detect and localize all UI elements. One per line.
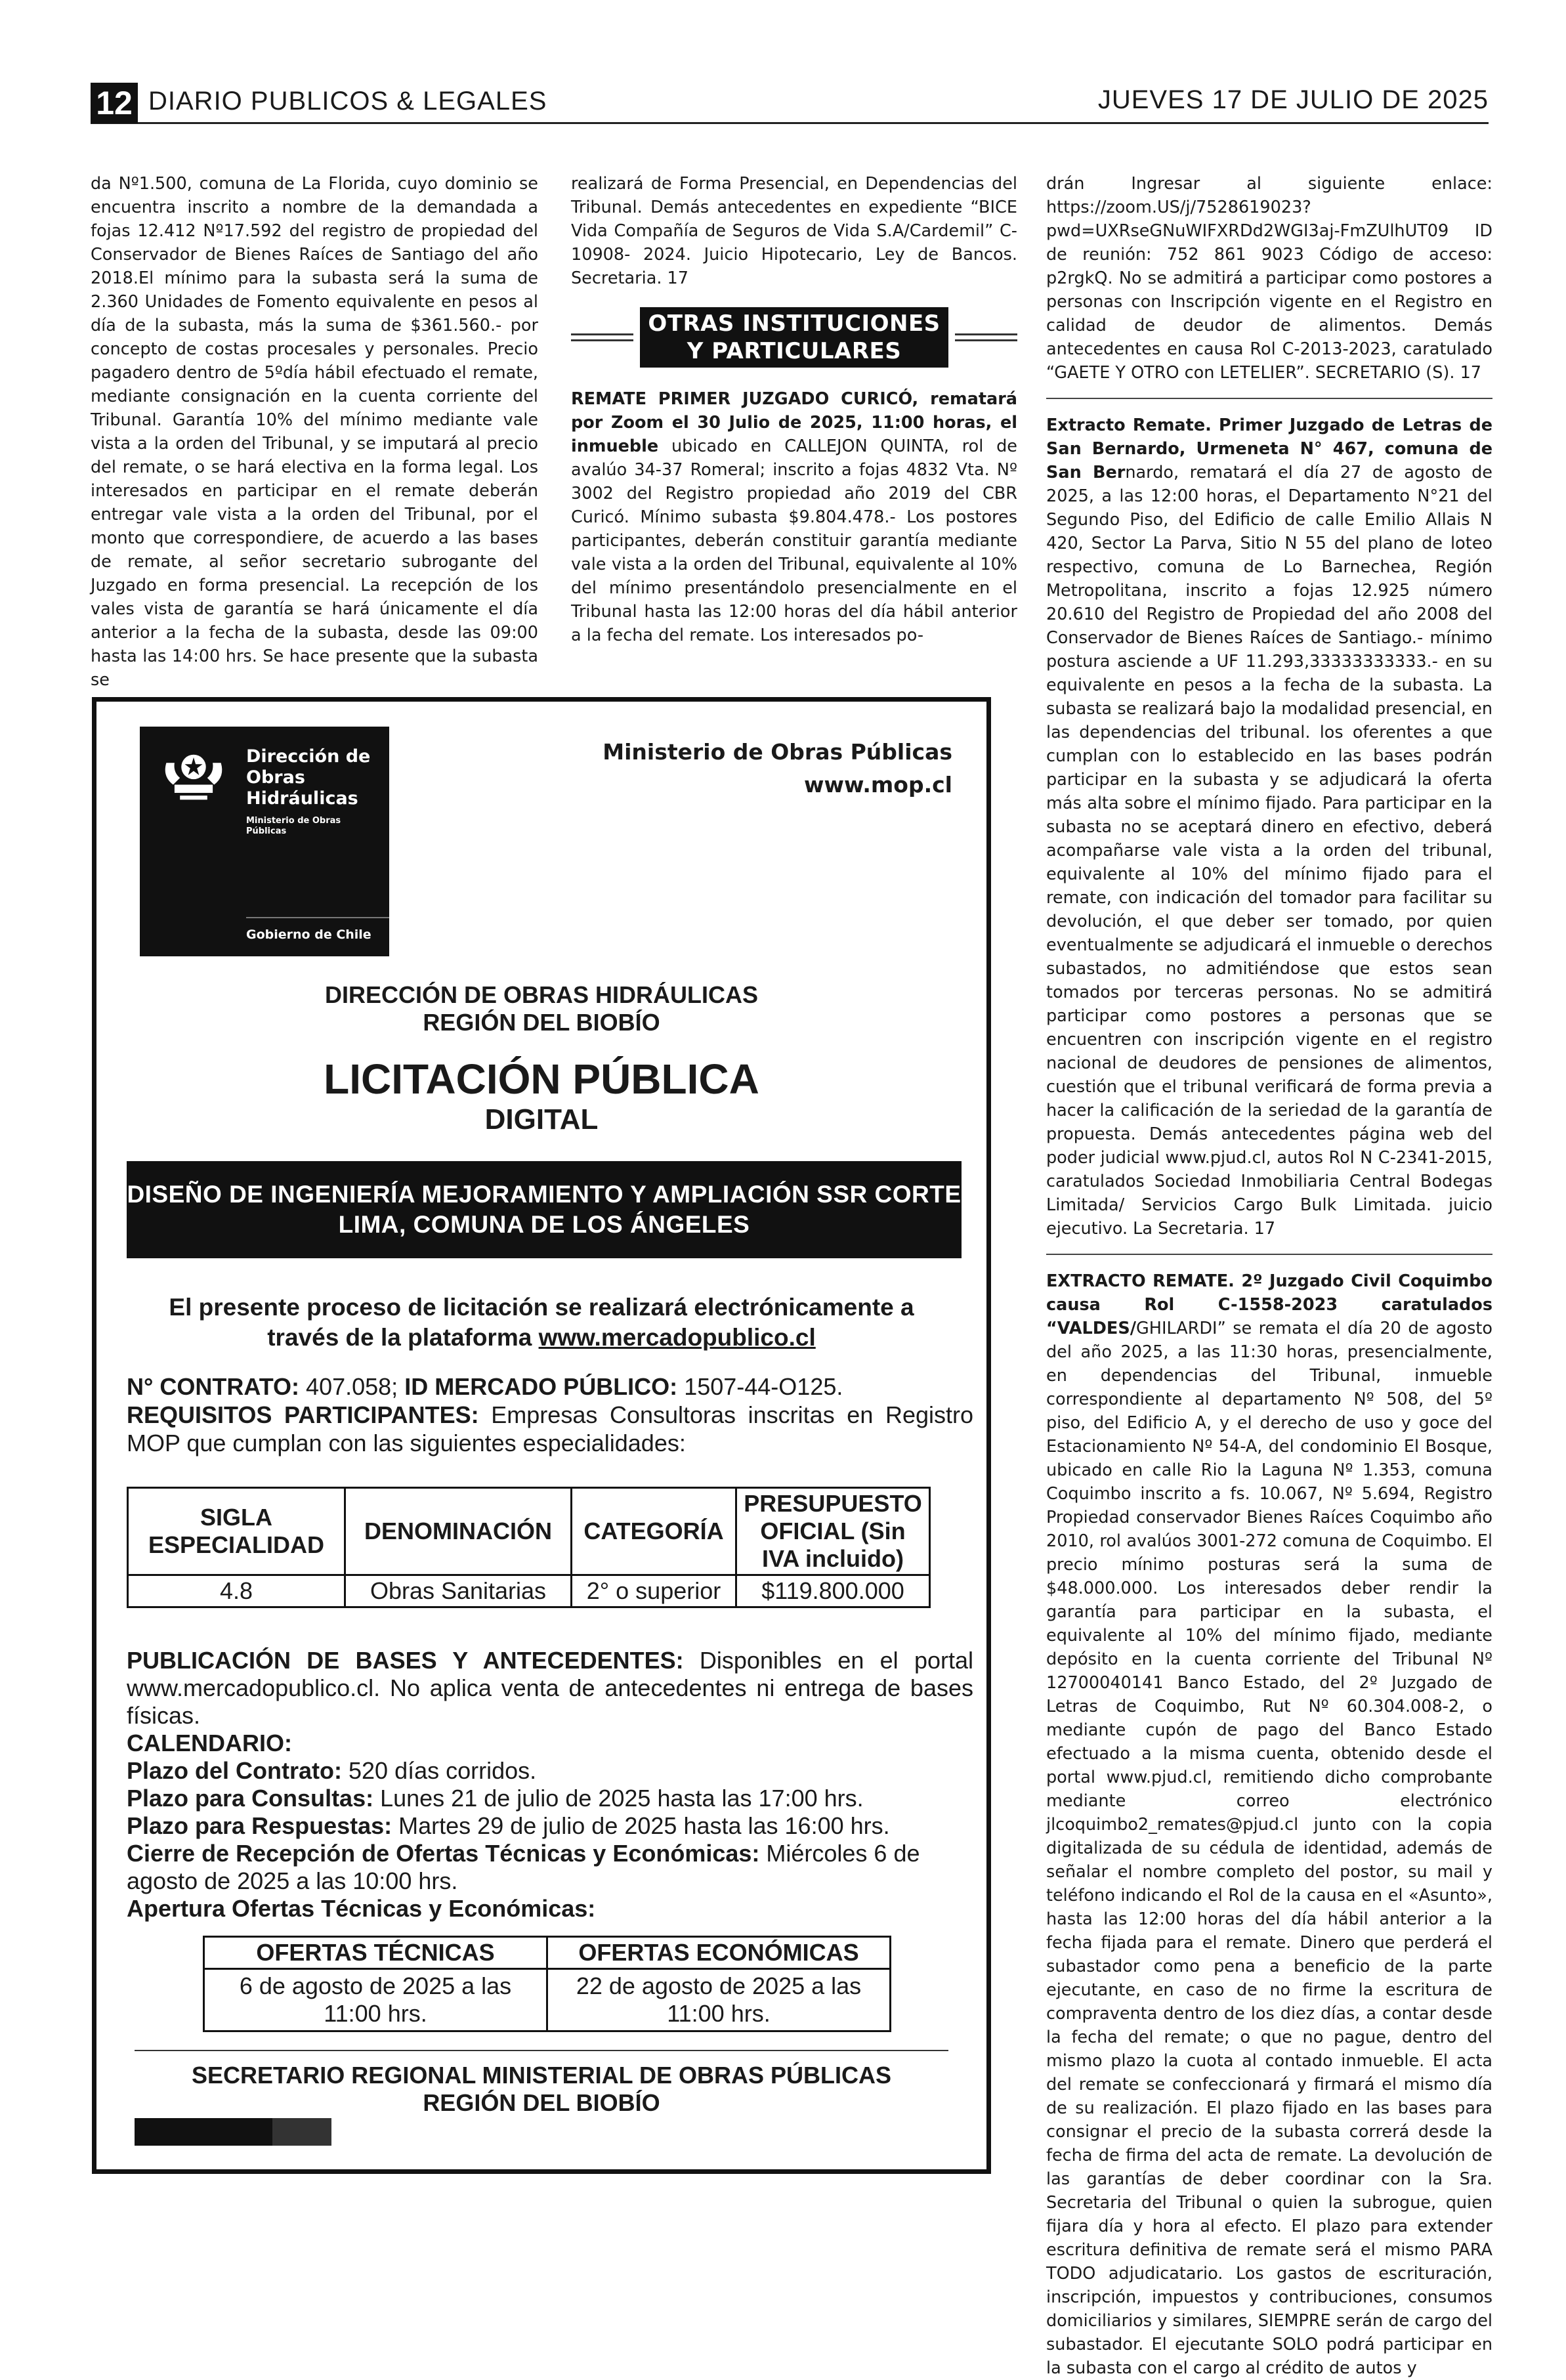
logo-title-line: Dirección de: [246, 746, 371, 767]
contract-info: [127, 1372, 973, 1457]
table-cell: $119.800.000: [736, 1575, 930, 1607]
publication-name: DIARIO PUBLICOS & LEGALES: [148, 87, 547, 116]
table-cell: 6 de agosto de 2025 a las 11:00 hrs.: [204, 1969, 547, 2031]
issue-date: JUEVES 17 DE JULIO DE 2025: [1097, 85, 1489, 114]
article-text: drán Ingresar al siguiente enlace: https://zoom.US/j/7528619023?pwd=UXRseGNuWIFXRDd2WGI3aj-FmZUlhUT09 ID de reunión: 752 861 9023 Código de acceso: p2rgkQ. No se admitirá a participar como postores a personas con Inscripción vigente en el Registro en calidad de deudor de alimentos. Demás antecedentes en causa Rol C-2013-2023, caratulado “GAETE Y OTRO con LETELIER”. SECRETARIO (S). 17: [1046, 174, 1492, 383]
mercadopublico-link[interactable]: www.mercadopublico.cl: [538, 1324, 816, 1351]
contract-term-value: 520 días corridos.: [342, 1757, 537, 1784]
table-header-cell: SIGLA ESPECIALIDAD: [128, 1488, 345, 1575]
notice-heading: REMATE PRIMER JUZGADO CURICÓ, rematará por Zoom el 30 Julio de 2025, 11:00 horas, el inmueble: [571, 389, 1017, 456]
notice-remate-curico: [571, 387, 1017, 647]
electronic-notice-line: través de la plataforma: [267, 1324, 539, 1351]
section-title: [640, 307, 948, 368]
table-header-cell: OFERTAS TÉCNICAS: [204, 1937, 547, 1969]
chile-coat-of-arms-icon: [159, 742, 228, 811]
calendar-label: CALENDARIO:: [127, 1730, 292, 1756]
table-header-row: [204, 1937, 891, 1969]
table-header-cell: DENOMINACIÓN: [345, 1488, 572, 1575]
project-name-line: DISEÑO DE INGENIERÍA MEJORAMIENTO Y AMPLIACIÓN SSR CORTE: [127, 1181, 962, 1208]
ministry-name: Ministerio de Obras Públicas: [603, 739, 952, 765]
table-cell: 22 de agosto de 2025 a las 11:00 hrs.: [547, 1969, 891, 2031]
project-name-line: LIMA, COMUNA DE LOS ÁNGELES: [338, 1211, 750, 1238]
id-label: ID MERCADO PÚBLICO:: [404, 1373, 678, 1400]
contract-label: N° CONTRATO:: [127, 1373, 300, 1400]
contract-value: 407.058;: [299, 1373, 405, 1400]
article-text: da Nº1.500, comuna de La Florida, cuyo dominio se encuentra inscrito a nombre de la demandada a fojas 12.412 Nº17.592 del registro de propiedad del Conservador de Bienes Raíces de Santiago del año 2018.El mínimo para la subasta será la suma de 2.360 Unidades de Fomento equivalente en pesos al día de la subasta, más la suma de $361.560.- por concepto de costas procesales y personales. Precio pagadero dentro de 5ºdía hábil efectuado el remate, mediante consignación en la cuenta corriente del Tribunal. Garantía 10% del mínimo mediante vale vista a la orden del Tribunal, y se imputará al precio del remate, o se hará electiva en la forma legal. Los interesados en participar en el remate deberán entregar vale vista a la orden del Tribunal, por el monto que correspondiere, de acuerdo a las bases de remate, al señor secretario subrogante del Juzgado en forma presencial. La recepción de los vales vista de garantía se hará únicamente el día anterior a la fecha de la subasta, desde las 09:00 hasta las 14:00 hrs. Se hace presente que la subasta se: [91, 174, 538, 690]
region-name: REGIÓN DEL BIOBÍO: [423, 1009, 660, 1036]
section-header: [571, 307, 1017, 368]
project-name-bar: [127, 1161, 962, 1258]
answers-deadline-value: Martes 29 de julio de 2025 hasta las 16:00 hrs.: [392, 1812, 890, 1839]
closing-label: Cierre de Recepción de Ofertas Técnicas y Económicas:: [127, 1840, 760, 1867]
direction-name: DIRECCIÓN DE OBRAS HIDRÁULICAS: [324, 981, 759, 1008]
logo-subtitle-line: Públicas: [246, 826, 287, 836]
logo-divider: [246, 917, 389, 918]
logo-subtitle: [246, 816, 341, 837]
column-3: [1046, 172, 1492, 2380]
page-header: [91, 83, 1489, 124]
closing-value: Miércoles 6 de agosto de 2025 a las 10:00 hrs.: [127, 1840, 920, 1894]
requirements-value: Empresas Consultoras inscritas en Registro MOP que cumplan con las siguientes especialidades:: [127, 1401, 974, 1456]
section-title-line-2: Y PARTICULARES: [687, 338, 902, 364]
table-header-cell: OFERTAS ECONÓMICAS: [547, 1937, 891, 1969]
logo-government: Gobierno de Chile: [246, 927, 371, 942]
publication-label: PUBLICACIÓN DE BASES Y ANTECEDENTES:: [127, 1647, 684, 1674]
electronic-notice: [96, 1292, 986, 1353]
table-cell: 4.8: [128, 1575, 345, 1607]
notice-body: nardo, rematará el día 27 de agosto de 2025, a las 12:00 horas, el Departamento N°21 del Segundo Piso, del Edificio de calle Emilio Allais N 420, Sector La Parva, Sitio N 55 del plano de loteo respectivo, comuna de Lo Barnechea, Región Metropolitana, inscrito a fojas 12.925 número 20.610 del Registro de Propiedad del año 2008 del Conservador de Bienes Raíces de Santiago.- mínimo postura asciende a UF 11.293,33333333333.- en su equivalente en pesos a la fecha de la subasta. La subasta se realizará bajo la modalidad presencial, en las dependencias del tribunal. los oferentes a que cumplan con lo establecido en las bases podrán participar en la subasta y se adjudicará la oferta más alta sobre el mínimo fijado. Para participar en la subasta no se aceptará dinero en efectivo, deberá acompañarse vale vista a la orden del tribunal, equivalente al 10% del mínimo fijado para el remate, con indicación del tomador para facilitar su devolución, el que deber ser tomado, por quien eventualmente se adjudicará el inmueble o derechos subastados, no admitiéndose que estos sean tomados por terceras personas. No se admitirá participar como postores a personas que se encuentren con inscripción vigente en el registro nacional de deudores de pensiones de alimentos, cuestión que el tribunal verificará de forma previa a hacer la calificación de la seriedad de la garantía de propuesta. Demás antecedentes página web del poder judicial www.pjud.cl, autos Rol N C-2341-2015, caratulados Sociedad Inmobiliaria Central Bodegas Limitada/ Servicios Cargo Bulk Limitada. juicio ejecutivo. La Secretaria. 17: [1046, 463, 1492, 1239]
section-divider: [955, 333, 1017, 341]
table-cell: 2° o superior: [572, 1575, 736, 1607]
dga-logo: [140, 727, 389, 956]
table-header-cell: PRESUPUESTO OFICIAL (Sin IVA incluido): [736, 1488, 930, 1575]
table-header-row: [128, 1488, 930, 1575]
notice-body: GHILARDI” se remata el día 20 de agosto del año 2025, a las 11:30 horas, presencialmente, en dependencias del Tribunal, inmueble correspondiente al departamento Nº 508, del 5º piso, del Edificio A, y el derecho de uso y goce del Estacionamiento Nº 54-A, del condominio El Bosque, ubicado en calle Rio la Laguna Nº 1.353, comuna Coquimbo inscrito a fs. 10.067, Nº 5.694, Registro Propiedad conservador Bienes Raíces Coquimbo año 2010, rol avalúos 3001-272 comuna de Coquimbo. El precio mínimo posturas será la suma de $48.000.000. Los interesados deber rendir la garantía para participar en la subasta, el equivalente al 10% del mínimo fijado, mediante depósito en la cuenta corriente del Tribunal Nº 12700040141 Banco Estado, del 2º Juzgado de Letras de Coquimbo, Rut Nº 60.304.008-2, o mediante cupón de pago del Banco Estado efectuado a la misma cuenta, obtenido desde el portal www.pjud.cl, remitiendo dicho comprobante mediante correo electrónico jlcoquimbo2_remates@pjud.cl junto con la copia digitalizada de su cédula de identidad, además de señalar el nombre completo del postor, su mail y teléfono indicando el Rol de la causa en el «Asunto», hasta las 12:00 horas del día hábil anterior a la fecha fijada para el remate. Dinero que perderá el subastador como pena a beneficio de la parte ejecutante, en caso de no firme la escritura de compraventa dentro de los diez días, a contar desde la fecha del remate; o que no pague, dentro del mismo plazo la cuota al contado inmueble. El acta del remate se confeccionará y firmará el mismo día de su realización. El plazo fijado en las bases para consignar el precio de la subasta correrá desde la fecha de firma del acta de remate. La devolución de las garantías de deber coordinar con la Sra. Secretaria del Tribunal o quien la subrogue, quien fijara día y hora al efecto. El plazo para extender escritura definitiva de remate será el mismo PARA TODO adjudicatario. Los gastos de escrituración, inscripción, impuestos y contribuciones, consumos domiciliarios y similares, SIEMPRE serán de cargo del subastador. El ejecutante SOLO podrá participar en la subasta con el cargo al crédito de autos y: [1046, 1319, 1492, 2378]
electronic-notice-line: El presente proceso de licitación se realizará electrónicamente a: [169, 1294, 914, 1321]
footer-divider: [135, 2050, 948, 2051]
requirements-label: REQUISITOS PARTICIPANTES:: [127, 1401, 479, 1428]
logo-title: [246, 746, 370, 809]
column-1: [91, 172, 538, 692]
logo-subtitle-line: Ministerio de Obras: [246, 816, 341, 826]
table-row: [128, 1575, 930, 1607]
section-divider: [571, 333, 633, 341]
table-row: [204, 1969, 891, 2031]
footer-line: REGIÓN DEL BIOBÍO: [423, 2089, 660, 2116]
queries-deadline-value: Lunes 21 de julio de 2025 hasta las 17:00 hrs.: [373, 1785, 864, 1812]
notice-heading: EXTRACTO REMATE. 2º Juzgado Civil Coquimbo causa Rol C-1558-2023 caratulados “VALDES/: [1046, 1271, 1492, 1338]
tender-title: LICITACIÓN PÚBLICA: [324, 1055, 759, 1103]
article-text: realizará de Forma Presencial, en Dependencias del Tribunal. Demás antecedentes en expediente “BICE Vida Compañía de Seguros de Vida S.A/Cardemil” C-10908- 2024. Juicio Hipotecario, Ley de Bancos. Secretaria. 17: [571, 174, 1017, 288]
opening-label: Apertura Ofertas Técnicas y Económicas:: [127, 1895, 596, 1922]
id-value: 1507-44-O125.: [677, 1373, 843, 1400]
ad-footer: [96, 2062, 986, 2117]
table-header-cell: CATEGORÍA: [572, 1488, 736, 1575]
ministry-block: [603, 736, 952, 801]
logo-title-line: Hidráulicas: [246, 788, 358, 809]
section-title-line-1: OTRAS INSTITUCIONES: [648, 310, 941, 337]
bases-and-calendar: [127, 1647, 973, 1923]
notice-body: ubicado en CALLEJON QUINTA, rol de avalúo 34-37 Romeral; inscrito a fojas 4832 Vta. Nº 3002 del Registro propiedad año 2019 del CBR Curicó. Mínimo subasta $9.804.478.- Los postores participantes, deberán constituir garantía mediante vale vista a la orden del Tribunal, equivalente al 10% del mínimo presentándolo presencialmente en el Tribunal hasta las 12:00 horas del día hábil anterior a la fecha del remate. Los interesados po-: [571, 436, 1017, 645]
table-cell: Obras Sanitarias: [345, 1575, 572, 1607]
notice-heading: Extracto Remate. Primer Juzgado de Letras de San Bernardo, Urmeneta N° 467, comuna de San Ber: [1046, 415, 1492, 482]
queries-deadline-label: Plazo para Consultas:: [127, 1785, 374, 1812]
tender-subtitle: DIGITAL: [484, 1103, 599, 1136]
specialty-table: [127, 1487, 931, 1608]
publication-value: Disponibles en el portal www.mercadopublico.cl. No aplica venta de antecedentes ni entrega de bases físicas.: [127, 1647, 973, 1729]
answers-deadline-label: Plazo para Respuestas:: [127, 1812, 392, 1839]
footer-black-bar: [135, 2118, 272, 2146]
ministry-website: www.mop.cl: [804, 772, 952, 797]
offers-table: [203, 1936, 891, 2032]
tender-advertisement: [92, 697, 991, 2174]
page-number: 12: [91, 83, 138, 123]
column-2: [571, 172, 1017, 647]
divider: [1046, 1254, 1492, 1255]
footer-line: SECRETARIO REGIONAL MINISTERIAL DE OBRAS PÚBLICAS: [191, 2062, 892, 2089]
footer-gray-bar: [272, 2118, 331, 2146]
direction-heading: [96, 981, 986, 1036]
logo-title-line: Obras: [246, 767, 305, 788]
divider: [1046, 398, 1492, 399]
notice-extracto-coquimbo: [1046, 1269, 1492, 2380]
notice-extracto-san-bernardo: [1046, 414, 1492, 1241]
contract-term-label: Plazo del Contrato:: [127, 1757, 343, 1784]
